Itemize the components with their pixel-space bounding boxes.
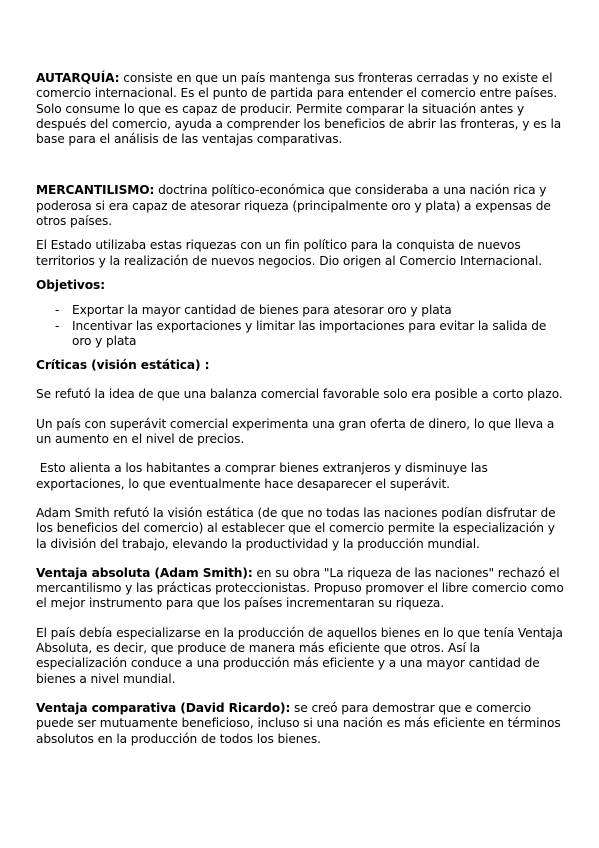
list-item-text: Incentivar las exportaciones y limitar las importaciones para evitar la salida de oro y plata: [72, 318, 547, 348]
list-item: [36, 303, 566, 318]
objetivos-list: [36, 303, 566, 349]
bullet-dash: -: [55, 318, 60, 333]
criticas-paragraph: Esto alienta a los habitantes a comprar bienes extranjeros y disminuye las exportaciones, lo que eventualmente hace desaparecer el superávit.: [36, 461, 492, 491]
estado-paragraph: El Estado utilizaba estas riquezas con un fin político para la conquista de nuevos territorios y la realización de nuevos negocios. Dio origen al Comercio Internacional.: [36, 238, 543, 268]
autarquia-definition: consiste en que un país mantenga sus fronteras cerradas y no existe el comercio internacional. Es el punto de partida para entender el comercio entre países. Solo consume lo que es capaz de producir. Permite comparar la situación antes y después del comercio, ayuda a comprender los beneficios de abrir las fronteras, y es la base para el análisis de las ventajas comparativas.: [36, 71, 562, 147]
criticas-paragraph: Un país con superávit comercial experimenta una gran oferta de dinero, lo que lleva a un aumento en el nivel de precios.: [36, 416, 555, 447]
document-body: [36, 71, 566, 747]
bullet-dash: -: [55, 303, 60, 318]
autarquia-paragraph: [36, 71, 566, 147]
criticas-heading: Críticas (visión estática) :: [36, 358, 210, 373]
mercantilismo-paragraph: [36, 183, 566, 229]
criticas-paragraph: Se refutó la idea de que una balanza comercial favorable solo era posible a corto plazo.: [36, 387, 563, 402]
mercantilismo-definition: doctrina político-económica que consideraba a una nación rica y poderosa si era capaz de atesorar riqueza (principalmente oro y plata) a expensas de otros países.: [36, 183, 551, 229]
ventaja-comparativa-paragraph: [36, 701, 566, 747]
ventaja-absoluta-term: Ventaja absoluta (Adam Smith):: [36, 565, 253, 580]
ventaja-absoluta-paragraph: [36, 566, 566, 612]
objetivos-heading: Objetivos:: [36, 277, 105, 292]
criticas-paragraph: Adam Smith refutó la visión estática (de que no todas las naciones podían disfrutar de los beneficios del comercio) al establecer que el comercio permite la especialización y la división del trabajo, elevando la productividad y la producción mundial.: [36, 505, 556, 551]
list-item: [36, 319, 566, 350]
mercantilismo-term: MERCANTILISMO:: [36, 183, 155, 198]
ventaja-comparativa-definition: se creó para demostrar que e comercio puede ser mutuamente beneficioso, incluso si una nación es más eficiente en términos absolutos en la producción de todos los bienes.: [36, 700, 561, 746]
ventaja-absoluta-definition: en su obra "La riqueza de las naciones" rechazó el mercantilismo y las prácticas proteccionistas. Propuso promover el libre comercio como el mejor instrumento para que los países incrementaran su riqueza.: [36, 565, 564, 611]
list-item-text: Exportar la mayor cantidad de bienes para atesorar oro y plata: [72, 303, 452, 318]
ventaja-absoluta-detail: El país debía especializarse en la producción de aquellos bienes en lo que tenía Ventaja Absoluta, es decir, que produce de manera más eficiente que otros. Así la especialización conduce a una producción más eficiente y a una mayor cantidad de bienes a nivel mundial.: [36, 625, 563, 686]
autarquia-term: AUTARQUÍA:: [36, 71, 120, 85]
ventaja-comparativa-term: Ventaja comparativa (David Ricardo):: [36, 700, 291, 715]
